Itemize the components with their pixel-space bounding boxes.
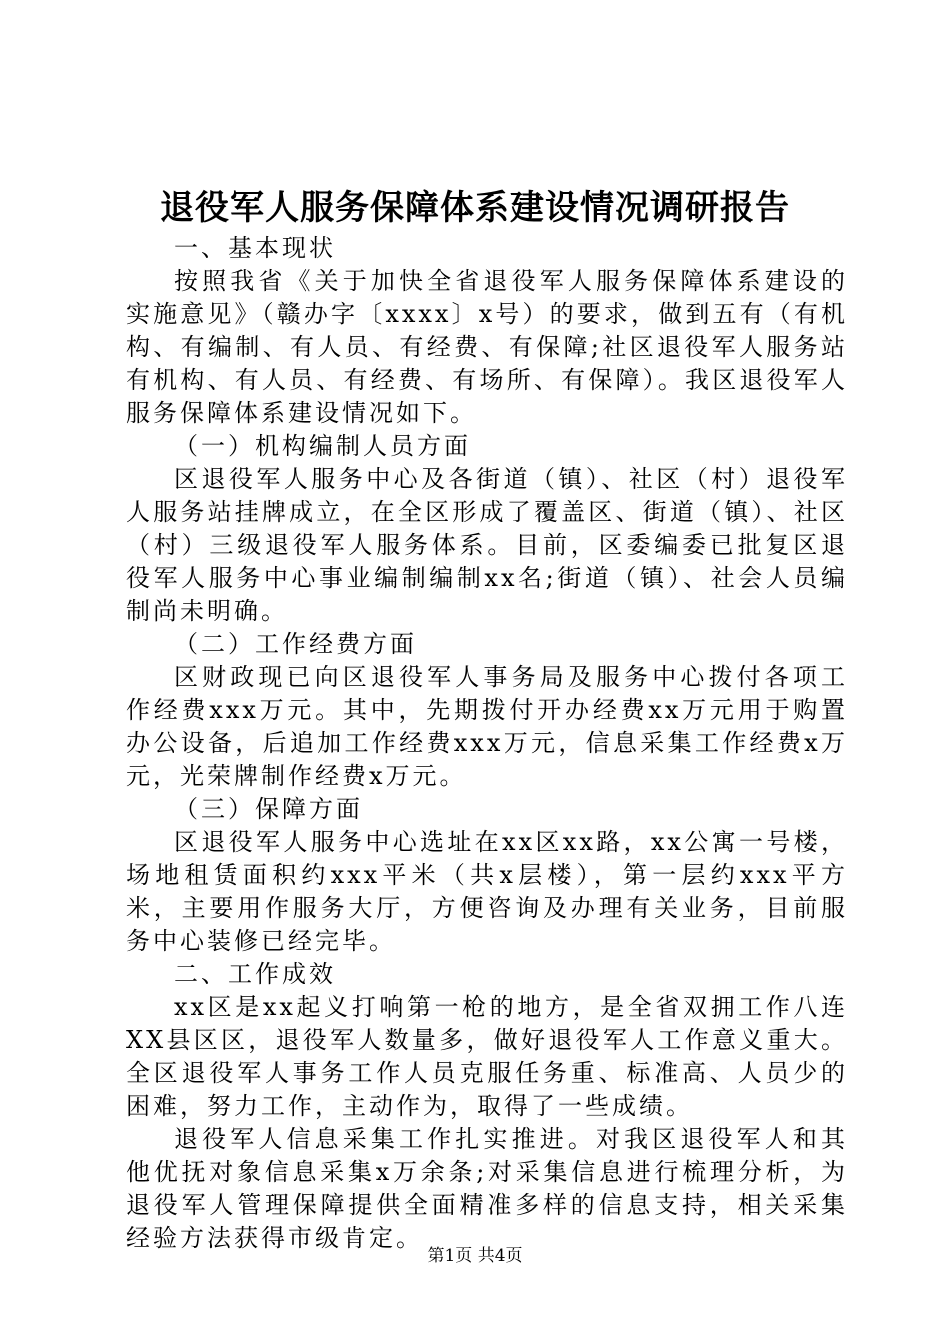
subheading-guarantee: （三）保障方面 [174,795,363,823]
subheading-organization-staffing: （一）机构编制人员方面 [174,432,471,460]
document-title: 退役军人服务保障体系建设情况调研报告 [160,188,790,228]
page-footer: 第1页 共4页 [427,1246,523,1266]
section-heading-work-results: 二、工作成效 [174,960,336,988]
paragraph-guarantee: 区退役军人服务中心选址在xx区xx路，xx公寓一号楼，场地租赁面积约xxx平米（共x层楼），第一层约xxx平方米，主要用作服务大厅，方便咨询及办理有关业务，目前服务中心装修已经完毕。 [126,828,848,955]
subheading-work-funding: （二）工作经费方面 [174,630,417,658]
section-heading-basic-status: 一、基本现状 [174,234,336,262]
paragraph-organization-staffing: 区退役军人服务中心及各街道（镇）、社区（村）退役军人服务站挂牌成立，在全区形成了覆盖区、街道（镇）、社区（村）三级退役军人服务体系。目前，区委编委已批复区退役军人服务中心事业编制编制xx名;街道（镇）、社会人员编制尚未明确。 [126,465,848,625]
paragraph-work-results: xx区是xx起义打响第一枪的地方，是全省双拥工作八连XX县区区，退役军人数量多，做好退役军人工作意义重大。全区退役军人事务工作人员克服任务重、标准高、人员少的困难，努力工作，主动作为，取得了一些成绩。 [126,993,848,1120]
paragraph-info-collection: 退役军人信息采集工作扎实推进。对我区退役军人和其他优抚对象信息采集x万余条;对采集信息进行梳理分析，为退役军人管理保障提供全面精准多样的信息支持，相关采集经验方法获得市级肯定。 [126,1125,848,1252]
paragraph-work-funding: 区财政现已向区退役军人事务局及服务中心拨付各项工作经费xxx万元。其中，先期拨付开办经费xx万元用于购置办公设备，后追加工作经费xxx万元，信息采集工作经费x万元，光荣牌制作经费x万元。 [126,663,848,790]
document-body [126,232,848,1255]
paragraph-intro: 按照我省《关于加快全省退役军人服务保障体系建设的实施意见》（赣办字〔xxxx〕x号）的要求，做到五有（有机构、有编制、有人员、有经费、有保障;社区退役军人服务站有机构、有人员、有经费、有场所、有保障）。我区退役军人服务保障体系建设情况如下。 [126,267,848,427]
